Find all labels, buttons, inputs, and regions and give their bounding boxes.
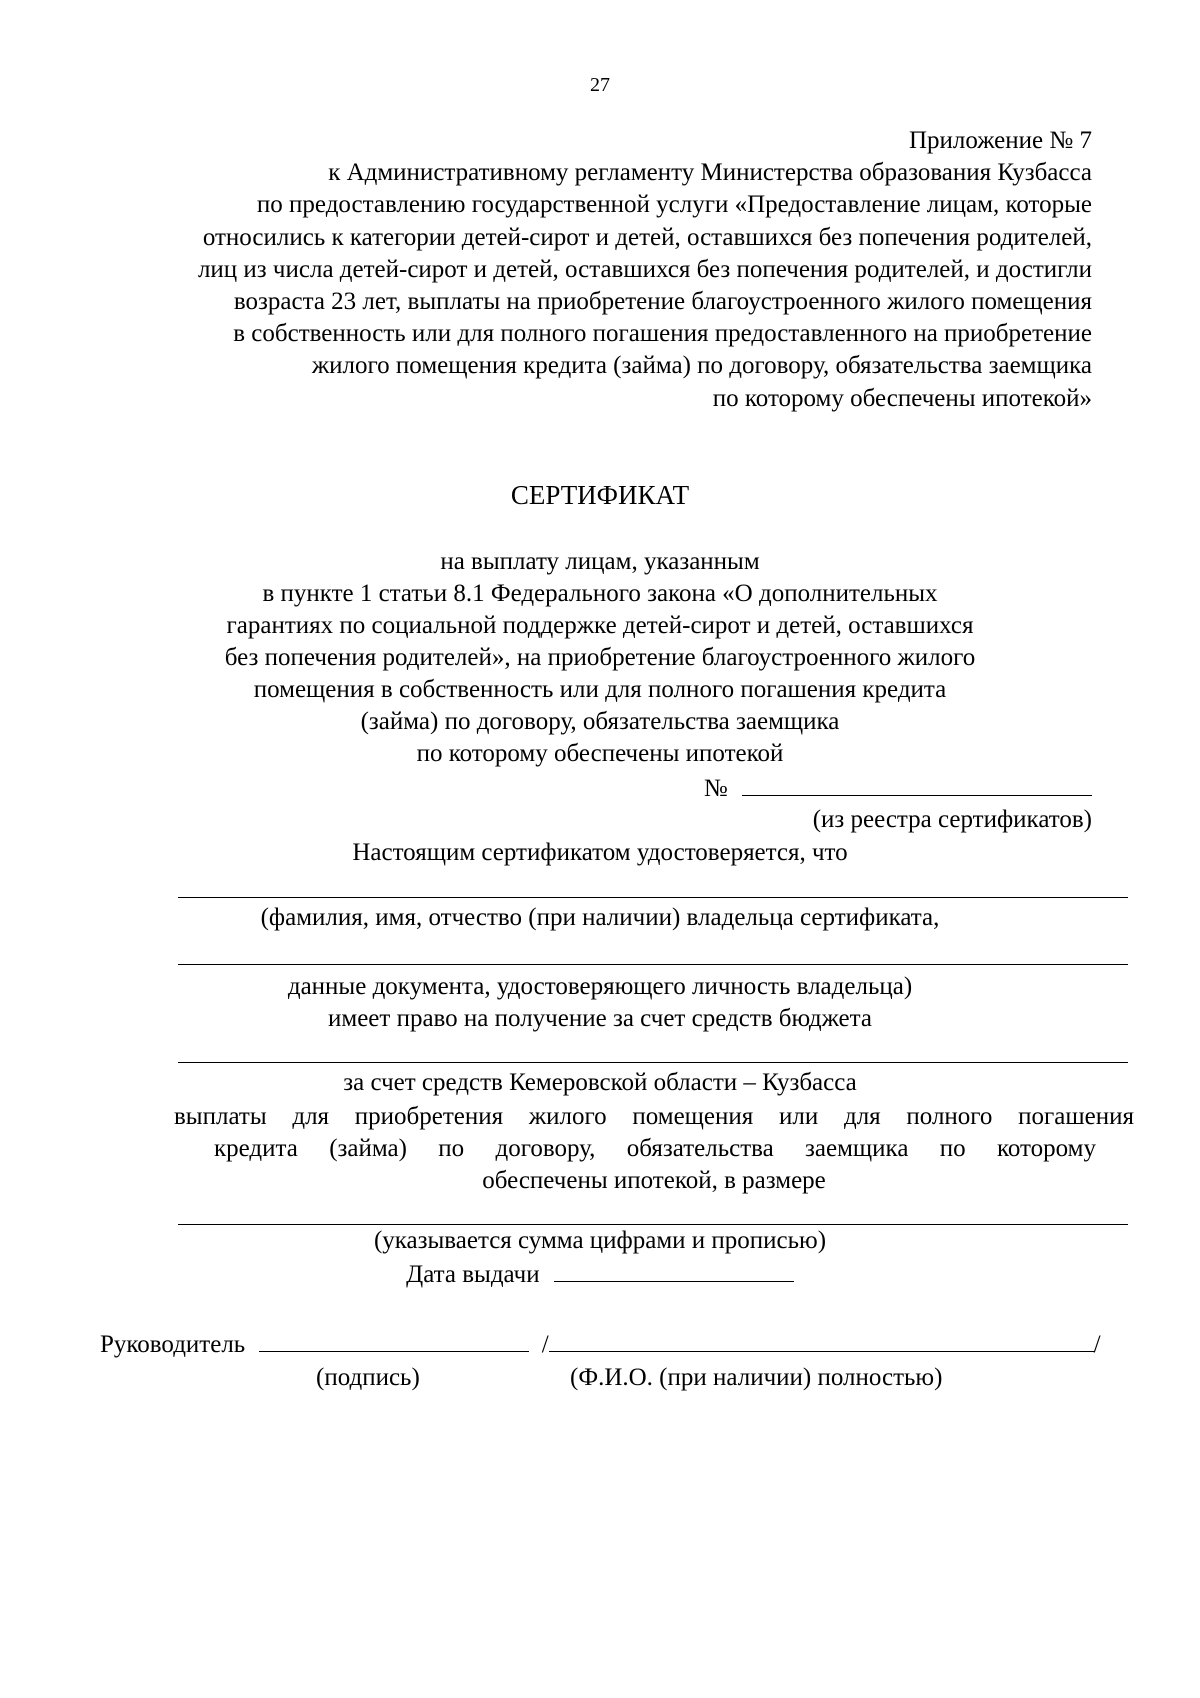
- subtitle-line: помещения в собственность или для полного погашения кредита: [253, 676, 947, 703]
- issue-date-label: Дата выдачи: [406, 1261, 540, 1288]
- certificate-number-row: [704, 773, 1092, 803]
- closing-slash: /: [1093, 1331, 1101, 1358]
- head-label: Руководитель: [100, 1331, 246, 1358]
- appendix-line: по предоставлению государственной услуги «Предоставление лицам, которые: [256, 191, 1092, 219]
- certifies-text: Настоящим сертификатом удостоверяется, что: [352, 839, 848, 866]
- appendix-line: к Административному регламенту Министерства образования Кузбасса: [328, 159, 1092, 187]
- right-text: имеет право на получение за счет средств бюджета: [328, 1005, 872, 1032]
- number-label: №: [703, 775, 728, 802]
- separator: /: [541, 1331, 549, 1358]
- payment-line: кредита (займа) по договору, обязательства заемщика по которому: [214, 1135, 1096, 1162]
- certificate-number-field[interactable]: [742, 773, 1092, 796]
- registry-note: (из реестра сертификатов): [812, 806, 1092, 833]
- budget-line[interactable]: [178, 1062, 1128, 1063]
- payment-line: выплаты для приобретения жилого помещения или для полного погашения: [174, 1103, 1134, 1130]
- subtitle-line: в пункте 1 статьи 8.1 Федерального закона «О дополнительных: [262, 580, 938, 607]
- page-number: 27: [590, 74, 610, 96]
- issue-date-row: [0, 1259, 1200, 1289]
- appendix-line: в собственность или для полного погашения предоставленного на приобретение: [233, 320, 1092, 348]
- amount-line[interactable]: [178, 1224, 1128, 1225]
- owner-caption: (фамилия, имя, отчество (при наличии) владельца сертификата,: [260, 904, 940, 931]
- appendix-line: относились к категории детей-сирот и детей, оставшихся без попечения родителей,: [202, 223, 1092, 251]
- signature-row: [100, 1329, 1101, 1359]
- appendix-line: возраста 23 лет, выплаты на приобретение благоустроенного жилого помещения: [233, 288, 1092, 316]
- signature-caption: (подпись): [316, 1364, 420, 1391]
- document-data-line[interactable]: [178, 964, 1128, 965]
- payment-line: обеспечены ипотекой, в размере: [482, 1167, 826, 1194]
- subtitle-line: без попечения родителей», на приобретение благоустроенного жилого: [224, 644, 976, 671]
- subtitle-line: (займа) по договору, обязательства заемщика: [360, 708, 840, 735]
- certificate-title: СЕРТИФИКАТ: [510, 480, 690, 510]
- document-caption: данные документа, удостоверяющего личность владельца): [287, 973, 913, 1000]
- subtitle-line: по которому обеспечены ипотекой: [416, 740, 784, 767]
- certificate-subtitle: [0, 546, 1200, 770]
- appendix-line: Приложение № 7: [908, 127, 1092, 154]
- name-caption: (Ф.И.О. (при наличии) полностью): [570, 1364, 943, 1391]
- subtitle-line: гарантиях по социальной поддержке детей-сирот и детей, оставшихся: [226, 612, 974, 639]
- owner-name-line[interactable]: [178, 897, 1128, 898]
- amount-caption: (указывается сумма цифрами и прописью): [373, 1227, 827, 1254]
- appendix-header: [198, 125, 1092, 415]
- appendix-line: жилого помещения кредита (займа) по договору, обязательства заемщика: [311, 352, 1092, 380]
- appendix-line: по которому обеспечены ипотекой»: [712, 384, 1092, 412]
- issue-date-field[interactable]: [554, 1259, 794, 1282]
- appendix-line: лиц из числа детей-сирот и детей, оставшихся без попечения родителей, и достигли: [197, 255, 1092, 283]
- payment-paragraph: [174, 1101, 1134, 1197]
- budget-caption: за счет средств Кемеровской области – Кузбасса: [343, 1069, 857, 1096]
- subtitle-line: на выплату лицам, указанным: [440, 548, 760, 575]
- signature-field[interactable]: [259, 1329, 529, 1352]
- full-name-field[interactable]: [549, 1329, 1094, 1352]
